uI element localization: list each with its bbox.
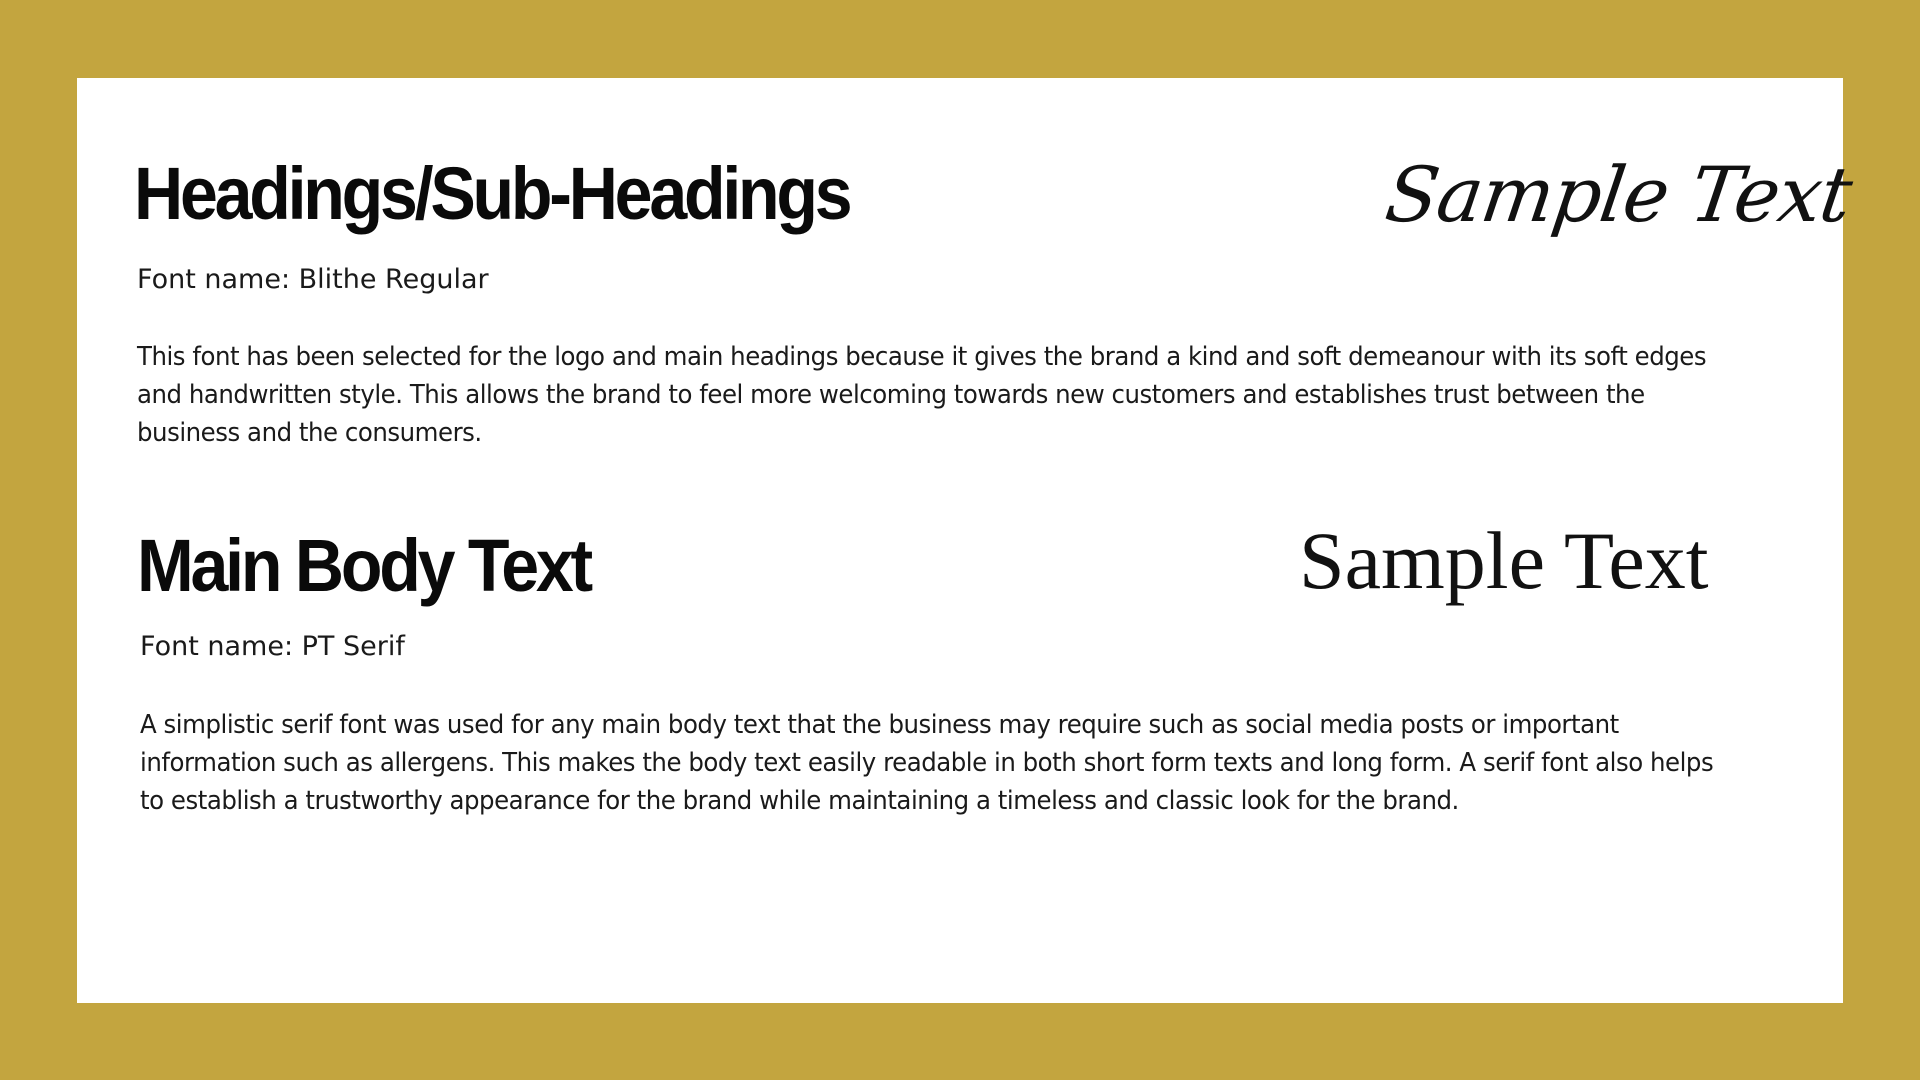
body-text-font-name: Font name: PT Serif [140, 631, 405, 662]
body-text-section-title: Main Body Text [137, 524, 590, 607]
headings-font-description: This font has been selected for the logo and main headings because it gives the brand a kind and soft demeanour with its soft edges and handwritten style. This allows the brand to feel more welcoming towards new customers and establishes trust between the business and the consumers. [137, 342, 1707, 448]
script-font-sample: Sample Text [1380, 150, 1857, 239]
headings-font-name: Font name: Blithe Regular [137, 264, 489, 295]
content-panel [77, 78, 1857, 1003]
serif-font-sample: Sample Text [1299, 515, 1709, 606]
body-text-font-description: A simplistic serif font was used for any main body text that the business may require such as social media posts or important information such as allergens. This makes the body text easily readable in both short form texts and long form. A serif font also helps to establish a trustworthy appearance for the brand while maintaining a timeless and classic look for the brand. [140, 710, 1714, 816]
headings-section-title: Headings/Sub-Headings [134, 152, 850, 235]
